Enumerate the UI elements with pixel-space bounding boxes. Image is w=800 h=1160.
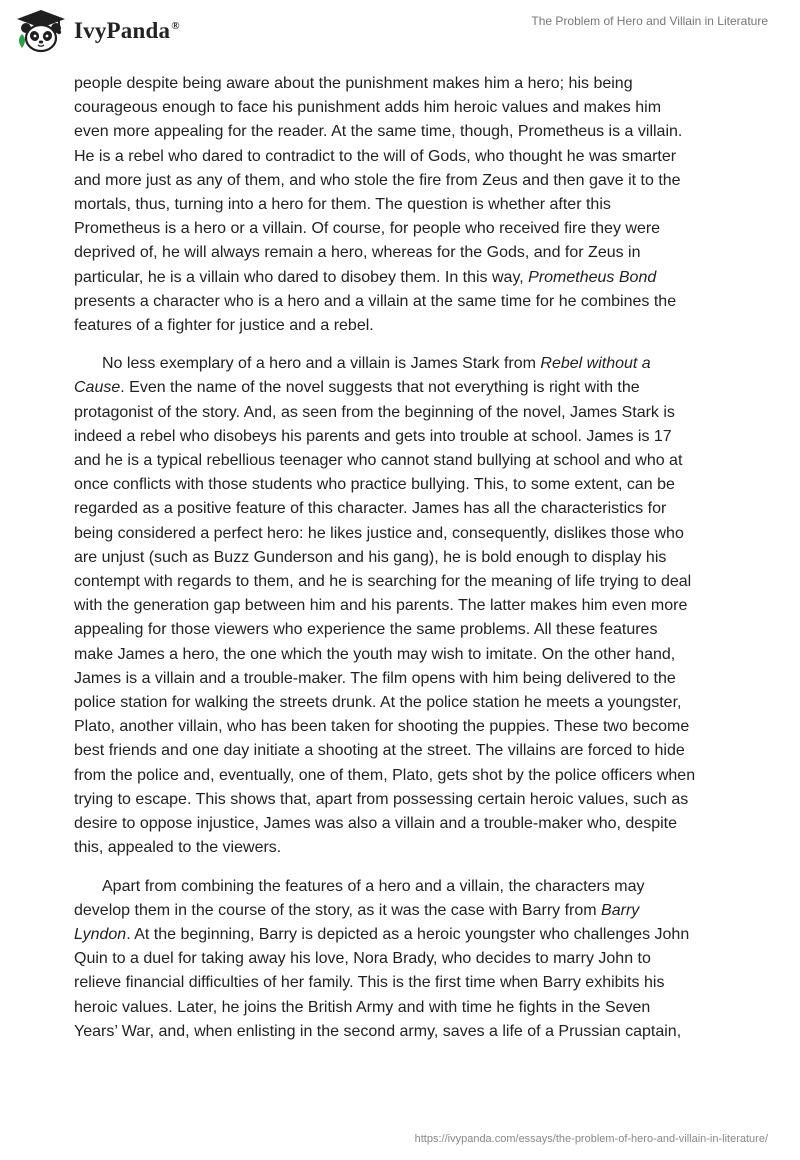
- paragraph-prometheus: people despite being aware about the punishment makes him a hero; his being courageous enough to face his punishment adds him heroic values and makes him even more appealing for the reader. At the same time, though, Prometheus is a villain. He is a rebel who dared to contradict to the will of Gods, who thought he was smarter and more just as any of them, and who stole the fire from Zeus and then gave it to the mortals, thus, turning into a hero for them. The question is whether after this Prometheus is a hero or a villain. Of course, for people who received fire they were deprived of, he will always remain a hero, whereas for the Gods, and for Zeus in particular, he is a villain who dared to disobey them. In this way, Prometheus Bond presents a character who is a hero and a villain at the same time for he combines the features of a fighter for justice and a rebel.: [74, 75, 683, 335]
- document-title: The Problem of Hero and Villain in Literature: [531, 14, 768, 28]
- paragraph-james-stark: No less exemplary of a hero and a villain is James Stark from Rebel without a Cause. Even the name of the novel suggests that not everything is right with the protagonist of the story. And, as seen from the beginning of the novel, James Stark is indeed a rebel who disobeys his parents and gets into trouble at school. James is 17 and he is a typical rebellious teenager who cannot stand bullying at school and who at once conflicts with those students who practice bullying. This, to some extent, can be regarded as a positive feature of this character. James has all the characteristics for being considered a perfect hero: he likes justice and, consequently, dislikes those who are unjust (such as Buzz Gunderson and his gang), he is bold enough to display his contempt with regards to them, and he is searching for the meaning of life trying to deal with the generation gap between him and his parents. The latter makes him even more appealing for those viewers who experience the same problems. All these features make James a hero, the one which the youth may wish to imitate. On the other hand, James is a villain and a trouble-maker. The film opens with him being delivered to the police station for walking the streets drunk. At the police station he meets a youngster, Plato, another villain, who has been taken for shooting the puppies. These two become best friends and one day initiate a shooting at the street. The villains are forced to hide from the police and, eventually, one of them, Plato, gets shot by the police officers when trying to escape. This shows that, apart from possessing certain heroic values, such as desire to oppose injustice, James was also a villain and a trouble-maker who, despite this, appealed to the viewers.: [74, 355, 696, 857]
- source-url[interactable]: https://ivypanda.com/essays/the-problem-of-hero-and-villain-in-literature/: [414, 1133, 768, 1145]
- brand-name: IvyPanda®: [74, 18, 180, 43]
- panda-logo-icon: [14, 8, 68, 54]
- title-barry-lyndon: Barry Lyndon: [74, 901, 640, 943]
- brand-logo[interactable]: [14, 8, 180, 54]
- title-prometheus-bond: Prometheus Bond: [528, 268, 657, 286]
- paragraph-barry-lyndon: Apart from combining the features of a hero and a villain, the characters may develop them in the course of the story, as it was the case with Barry from Barry Lyndon. At the beginning, Barry is depicted as a heroic youngster who challenges John Quin to a duel for taking away his love, Nora Brady, who decides to marry John to relieve financial difficulties of her family. This is the first time when Barry exhibits his heroic values. Later, he joins the British Army and with time he fights in the Seven Years’ War, and, when enlisting in the second army, saves a life of a Prussian captain,: [74, 877, 690, 1040]
- essay-body: [74, 72, 728, 1058]
- page-header: [0, 0, 800, 62]
- title-rebel-without-a-cause: Rebel without a Cause: [74, 355, 651, 397]
